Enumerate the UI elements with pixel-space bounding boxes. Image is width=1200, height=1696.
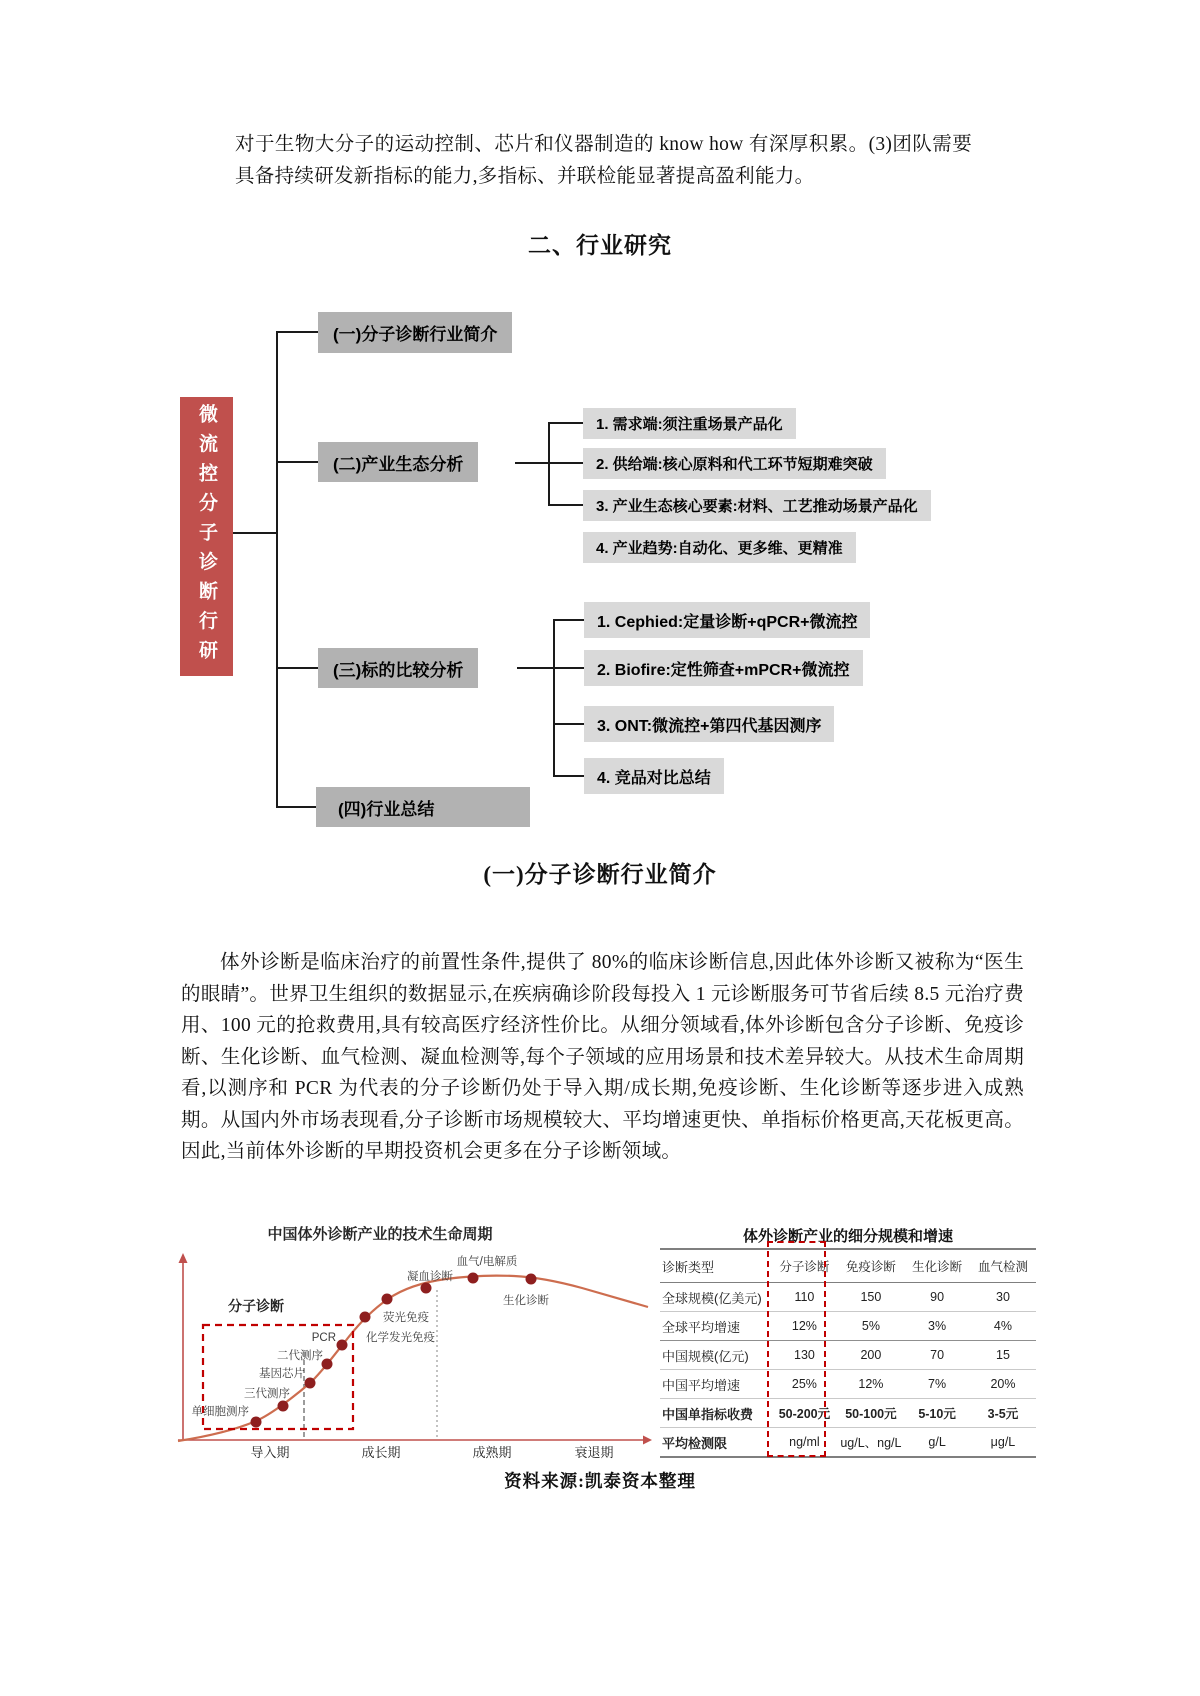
mindmap-item: 4. 竞品对比总结 — [584, 758, 724, 794]
table-cell: g/L — [928, 1435, 946, 1449]
mindmap-item: 1. Cephied:定量诊断+qPCR+微流控 — [584, 602, 870, 638]
table-cell: 3% — [928, 1319, 947, 1333]
body-paragraph: 体外诊断是临床治疗的前置性条件,提供了 80%的临床诊断信息,因此体外诊断又被称为“医生的眼睛”。世界卫生组织的数据显示,在疾病确诊阶段每投入 1 元诊断服务可节省后续 8.5 元治疗费用、100 元的抢救费用,具有较高医疗经济性价比。从细分领域看,体外诊断包含分子诊断、免疫诊断、生化诊断、血气检测、凝血检测等,每个子领域的应用场景和技术差异较大。从技术生命周期看,以测序和 PCR 为代表的分子诊断仍处于导入期/成长期,免疫诊断、生化诊断等逐步进入成熟期。从国内外市场表现看,分子诊断市场规模较大、平均增速更快、单指标价格更高,天花板更高。因此,当前体外诊断的早期投资机会更多在分子诊断领域。 — [181, 952, 1024, 1162]
point-label: 荧光免疫 — [383, 1312, 429, 1324]
point-label: 血气/电解质 — [456, 1256, 518, 1268]
table-row — [660, 1428, 1036, 1458]
segment-table — [660, 1248, 1036, 1458]
table-cell: 200 — [860, 1348, 882, 1362]
mindmap-item: 3. ONT:微流控+第四代基因测序 — [584, 706, 834, 742]
table-cell: 150 — [860, 1290, 882, 1304]
table-cell: 130 — [794, 1348, 815, 1362]
table-cell: 25% — [791, 1377, 817, 1391]
table-header-row — [660, 1249, 1036, 1283]
mindmap-branch-3: (三)标的比较分析 — [318, 648, 478, 688]
table-cell: ng/ml — [789, 1435, 820, 1449]
point-label: 凝血诊断 — [407, 1271, 453, 1283]
table-cell: μg/L — [990, 1435, 1016, 1449]
molecular-box-label: 分子诊断 — [228, 1298, 284, 1314]
mindmap-item: 1. 需求端:须注重场景产品化 — [583, 408, 796, 439]
connector-b2-item1 — [548, 422, 583, 424]
stage-label: 成长期 — [361, 1445, 401, 1460]
row-label: 中国规模(亿元) — [662, 1348, 749, 1364]
y-axis-arrow-icon — [179, 1253, 188, 1263]
point-label: 生化诊断 — [503, 1295, 549, 1307]
table-cell: 110 — [794, 1290, 815, 1304]
table-cell: 7% — [928, 1377, 947, 1391]
chart-title: 中国体外诊断产业的技术生命周期 — [267, 1226, 493, 1243]
point-label: 二代测序 — [277, 1350, 323, 1362]
lifecycle-chart — [160, 1215, 660, 1467]
connector-b3-item1 — [553, 619, 584, 621]
column-header: 血气检测 — [977, 1260, 1028, 1274]
data-point — [421, 1283, 432, 1294]
connector-branch1 — [276, 331, 318, 333]
table-cell: ug/L、ng/L — [840, 1436, 902, 1450]
row-label: 全球规模(亿美元) — [662, 1290, 762, 1306]
stage-label: 成熟期 — [472, 1445, 512, 1460]
connector-b3-trunk — [517, 667, 584, 669]
table-row — [660, 1370, 1036, 1399]
mindmap-diagram — [0, 0, 1200, 840]
connector-b3-bracket — [553, 619, 555, 777]
intro-paragraph: 对于生物大分子的运动控制、芯片和仪器制造的 know how 有深厚积累。(3)团队需要具备持续研发新指标的能力,多指标、并联检能显著提高盈利能力。 — [235, 134, 972, 187]
table-cell: 5-10元 — [918, 1407, 956, 1421]
column-header: 诊断类型 — [662, 1259, 715, 1275]
mindmap-branch-2: (二)产业生态分析 — [318, 442, 478, 482]
table-cell: 50-100元 — [845, 1407, 897, 1421]
data-point — [360, 1312, 371, 1323]
data-point — [468, 1273, 479, 1284]
row-label: 中国平均增速 — [662, 1377, 741, 1393]
table-title: 体外诊断产业的细分规模和增速 — [742, 1228, 953, 1245]
connector-b2-item3 — [548, 504, 583, 506]
mindmap-branch-1: (一)分子诊断行业简介 — [318, 312, 512, 353]
data-point — [337, 1340, 348, 1351]
connector-branch4 — [276, 806, 316, 808]
table-cell: 50-200元 — [778, 1407, 831, 1421]
stage-label: 衰退期 — [574, 1445, 614, 1460]
table-row — [660, 1399, 1036, 1428]
connector-spine — [276, 331, 278, 808]
column-header: 生化诊断 — [912, 1260, 963, 1274]
mindmap-item: 3. 产业生态核心要素:材料、工艺推动场景产品化 — [583, 490, 931, 521]
point-label: PCR — [311, 1332, 336, 1344]
point-label: 三代测序 — [244, 1388, 290, 1400]
connector-b3-item3 — [553, 723, 584, 725]
row-label: 中国单指标收费 — [662, 1406, 754, 1422]
table-cell: 4% — [993, 1319, 1012, 1333]
section-heading: 二、行业研究 — [528, 233, 672, 258]
connector-b2-bracket — [548, 422, 550, 506]
table-cell: 15 — [996, 1348, 1010, 1362]
mindmap-item: 2. 供给端:核心原料和代工环节短期难突破 — [583, 448, 886, 479]
table-cell: 20% — [990, 1377, 1016, 1391]
point-label: 单细胞测序 — [191, 1406, 249, 1418]
table-cell: 3-5元 — [987, 1407, 1019, 1421]
data-point — [251, 1417, 262, 1428]
table-cell: 30 — [996, 1290, 1010, 1304]
mindmap-item: 2. Biofire:定性筛查+mPCR+微流控 — [584, 650, 863, 686]
data-point — [305, 1378, 316, 1389]
table-row — [660, 1283, 1036, 1312]
data-point — [322, 1359, 333, 1370]
connector-root-spine — [233, 532, 277, 534]
connector-branch2 — [276, 461, 318, 463]
mindmap-root-node: 微流控分子诊断行研 — [180, 397, 233, 676]
table-cell: 90 — [930, 1290, 945, 1304]
point-label: 化学发光免疫 — [366, 1332, 435, 1344]
column-header: 免疫诊断 — [845, 1260, 896, 1274]
data-point — [526, 1274, 537, 1285]
connector-branch3 — [276, 667, 318, 669]
subsection-heading: (一)分子诊断行业简介 — [483, 862, 717, 887]
table-cell: 70 — [930, 1348, 945, 1362]
x-axis-arrow-icon — [643, 1436, 652, 1445]
data-point — [382, 1294, 393, 1305]
table-cell: 5% — [861, 1319, 880, 1333]
connector-b3-item4 — [553, 775, 584, 777]
table-cell: 12% — [858, 1377, 884, 1391]
column-header: 分子诊断 — [779, 1260, 830, 1274]
mindmap-item: 4. 产业趋势:自动化、更多维、更精准 — [583, 532, 856, 563]
table-row — [660, 1341, 1036, 1370]
row-label: 全球平均增速 — [662, 1319, 741, 1335]
row-label: 平均检测限 — [662, 1435, 728, 1451]
mindmap-branch-4: (四)行业总结 — [316, 787, 530, 827]
source-caption: 资料来源:凯泰资本整理 — [504, 1471, 696, 1491]
table-cell: 12% — [791, 1319, 817, 1333]
stage-label: 导入期 — [250, 1445, 290, 1460]
point-label: 基因芯片 — [259, 1368, 305, 1380]
table-row — [660, 1312, 1036, 1341]
data-point — [278, 1401, 289, 1412]
